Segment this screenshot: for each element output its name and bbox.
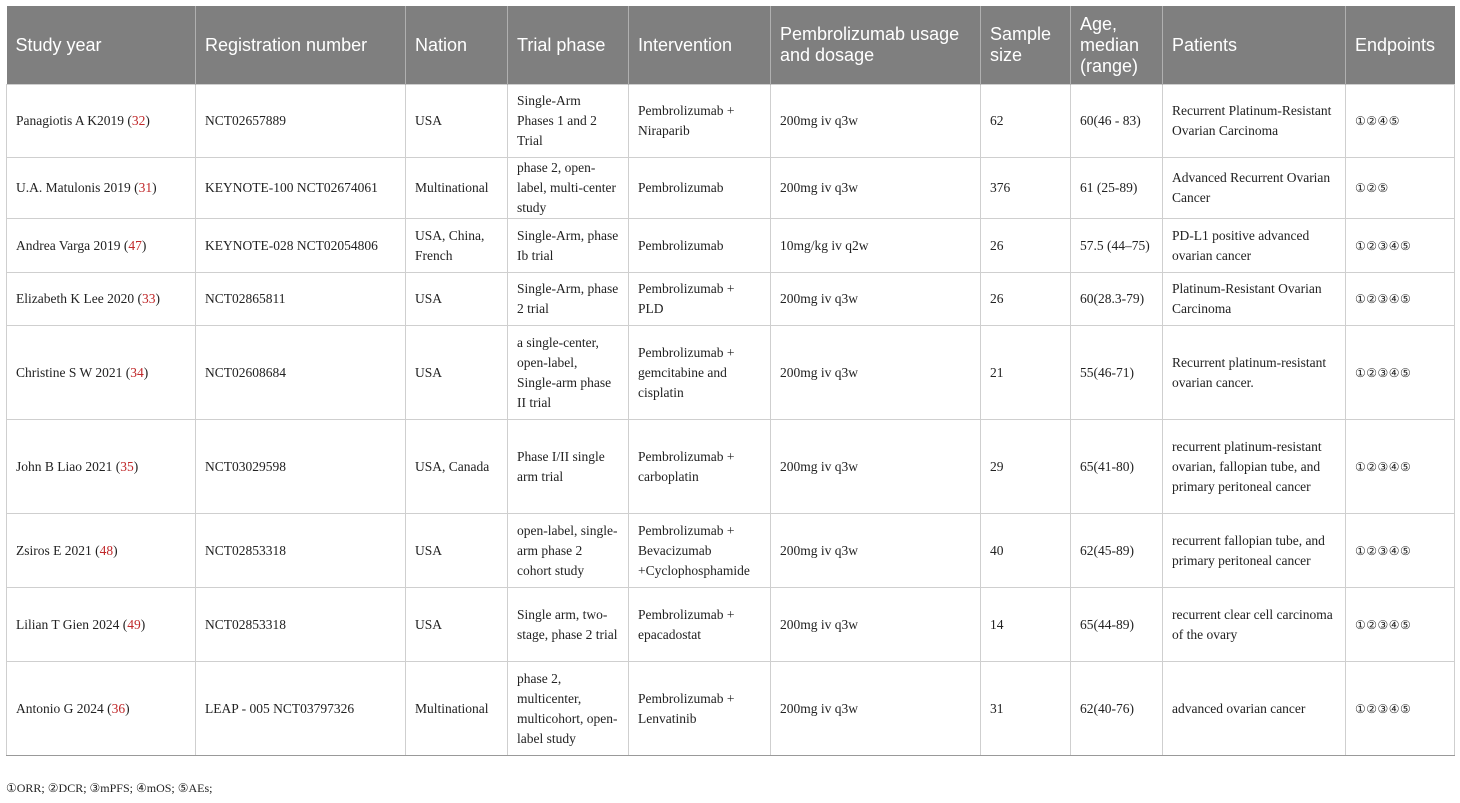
registration-number-cell: NCT02853318 bbox=[196, 514, 406, 588]
dosage-cell: 200mg iv q3w bbox=[771, 514, 981, 588]
table-row bbox=[7, 85, 1455, 158]
study-cell bbox=[7, 219, 196, 273]
reference-link[interactable]: 49 bbox=[127, 616, 141, 632]
nation-cell: USA bbox=[406, 85, 508, 158]
dosage-cell: 200mg iv q3w bbox=[771, 158, 981, 219]
registration-number-cell: KEYNOTE-100 NCT02674061 bbox=[196, 158, 406, 219]
column-header: Sample size bbox=[981, 6, 1071, 85]
study-cell bbox=[7, 85, 196, 158]
study-close-paren: ) bbox=[133, 458, 139, 474]
age-cell: 62(40-76) bbox=[1071, 662, 1163, 756]
patients-cell: recurrent fallopian tube, and primary peritoneal cancer bbox=[1163, 514, 1346, 588]
table-row bbox=[7, 662, 1455, 756]
registration-number-cell: KEYNOTE-028 NCT02054806 bbox=[196, 219, 406, 273]
study-label: Antonio G 2024 ( bbox=[16, 700, 112, 716]
study-label: Elizabeth K Lee 2020 ( bbox=[16, 291, 142, 306]
nation-cell: USA, China, French bbox=[406, 219, 508, 273]
column-header: Patients bbox=[1163, 6, 1346, 85]
column-header: Endpoints bbox=[1346, 6, 1455, 85]
intervention-cell: Pembrolizumab + PLD bbox=[629, 273, 771, 326]
trial-phase-cell: phase 2, multicenter, multicohort, open-label study bbox=[508, 662, 629, 756]
age-cell: 65(41-80) bbox=[1071, 420, 1163, 514]
nation-cell: USA, Canada bbox=[406, 420, 508, 514]
endpoints-cell: ①②⑤ bbox=[1346, 158, 1455, 219]
column-header: Registration number bbox=[196, 6, 406, 85]
intervention-cell: Pembrolizumab + Bevacizumab +Cyclophosphamide bbox=[629, 514, 771, 588]
endpoints-cell: ①②③④⑤ bbox=[1346, 326, 1455, 420]
study-close-paren: ) bbox=[113, 542, 118, 558]
table-row bbox=[7, 273, 1455, 326]
study-close-paren: ) bbox=[125, 700, 130, 716]
column-header: Nation bbox=[406, 6, 508, 85]
sample-size-cell: 26 bbox=[981, 273, 1071, 326]
nation-cell: Multinational bbox=[406, 662, 508, 756]
patients-cell: Recurrent Platinum-Resistant Ovarian Carcinoma bbox=[1163, 85, 1346, 158]
sample-size-cell: 376 bbox=[981, 158, 1071, 219]
trials-table bbox=[6, 6, 1455, 756]
endpoint-footnote: ①ORR; ②DCR; ③mPFS; ④mOS; ⑤AEs; bbox=[6, 781, 213, 795]
age-cell: 62(45-89) bbox=[1071, 514, 1163, 588]
column-header: Pembrolizumab usage and dosage bbox=[771, 6, 981, 85]
endpoints-cell: ①②③④⑤ bbox=[1346, 588, 1455, 662]
study-close-paren: ) bbox=[152, 180, 157, 195]
study-cell bbox=[7, 662, 196, 756]
age-cell: 61 (25-89) bbox=[1071, 158, 1163, 219]
study-label: Lilian T Gien 2024 ( bbox=[16, 616, 128, 632]
study-cell bbox=[7, 588, 196, 662]
age-cell: 60(28.3-79) bbox=[1071, 273, 1163, 326]
endpoints-cell: ①②③④⑤ bbox=[1346, 219, 1455, 273]
reference-link[interactable]: 48 bbox=[99, 542, 114, 558]
dosage-cell: 200mg iv q3w bbox=[771, 420, 981, 514]
study-label: Andrea Varga 2019 ( bbox=[16, 237, 129, 253]
patients-cell: PD-L1 positive advanced ovarian cancer bbox=[1163, 219, 1346, 273]
study-label: John B Liao 2021 ( bbox=[16, 458, 121, 474]
study-label: Panagiotis A K2019 ( bbox=[16, 113, 132, 128]
registration-number-cell: LEAP - 005 NCT03797326 bbox=[196, 662, 406, 756]
intervention-cell: Pembrolizumab + epacadostat bbox=[629, 588, 771, 662]
endpoints-cell: ①②④⑤ bbox=[1346, 85, 1455, 158]
age-cell: 55(46-71) bbox=[1071, 326, 1163, 420]
sample-size-cell: 21 bbox=[981, 326, 1071, 420]
table-row bbox=[7, 514, 1455, 588]
study-label: U.A. Matulonis 2019 ( bbox=[16, 180, 139, 195]
patients-cell: advanced ovarian cancer bbox=[1163, 662, 1346, 756]
trial-phase-cell: phase 2, open-label, multi-center study bbox=[508, 158, 629, 219]
endpoints-cell: ①②③④⑤ bbox=[1346, 273, 1455, 326]
header-row bbox=[7, 6, 1455, 85]
table-row bbox=[7, 420, 1455, 514]
registration-number-cell: NCT02865811 bbox=[196, 273, 406, 326]
age-cell: 60(46 - 83) bbox=[1071, 85, 1163, 158]
intervention-cell: Pembrolizumab + Niraparib bbox=[629, 85, 771, 158]
dosage-cell: 200mg iv q3w bbox=[771, 85, 981, 158]
registration-number-cell: NCT02608684 bbox=[196, 326, 406, 420]
intervention-cell: Pembrolizumab + gemcitabine and cisplatin bbox=[629, 326, 771, 420]
age-cell: 65(44-89) bbox=[1071, 588, 1163, 662]
trial-phase-cell: Single arm, two-stage, phase 2 trial bbox=[508, 588, 629, 662]
endpoints-cell: ①②③④⑤ bbox=[1346, 420, 1455, 514]
patients-cell: Recurrent platinum-resistant ovarian cancer. bbox=[1163, 326, 1346, 420]
dosage-cell: 200mg iv q3w bbox=[771, 588, 981, 662]
table-row bbox=[7, 326, 1455, 420]
sample-size-cell: 31 bbox=[981, 662, 1071, 756]
trial-phase-cell: Phase I/II single arm trial bbox=[508, 420, 629, 514]
dosage-cell: 200mg iv q3w bbox=[771, 662, 981, 756]
nation-cell: USA bbox=[406, 514, 508, 588]
trial-phase-cell: Single-Arm, phase 2 trial bbox=[508, 273, 629, 326]
age-cell: 57.5 (44–75) bbox=[1071, 219, 1163, 273]
reference-link[interactable]: 32 bbox=[131, 113, 146, 128]
intervention-cell: Pembrolizumab + Lenvatinib bbox=[629, 662, 771, 756]
column-header: Intervention bbox=[629, 6, 771, 85]
study-close-paren: ) bbox=[143, 364, 149, 380]
study-cell bbox=[7, 273, 196, 326]
sample-size-cell: 29 bbox=[981, 420, 1071, 514]
nation-cell: USA bbox=[406, 326, 508, 420]
patients-cell: Platinum-Resistant Ovarian Carcinoma bbox=[1163, 273, 1346, 326]
column-header: Trial phase bbox=[508, 6, 629, 85]
dosage-cell: 200mg iv q3w bbox=[771, 326, 981, 420]
registration-number-cell: NCT02853318 bbox=[196, 588, 406, 662]
study-close-paren: ) bbox=[141, 237, 147, 253]
table-row bbox=[7, 158, 1455, 219]
intervention-cell: Pembrolizumab bbox=[629, 219, 771, 273]
column-header: Study year bbox=[7, 6, 196, 85]
study-cell bbox=[7, 514, 196, 588]
sample-size-cell: 26 bbox=[981, 219, 1071, 273]
trial-phase-cell: open-label, single-arm phase 2 cohort study bbox=[508, 514, 629, 588]
reference-link[interactable]: 33 bbox=[141, 291, 156, 306]
table-row bbox=[7, 219, 1455, 273]
study-label: Zsiros E 2021 ( bbox=[16, 542, 100, 558]
study-cell bbox=[7, 420, 196, 514]
study-cell bbox=[7, 326, 196, 420]
reference-link[interactable]: 35 bbox=[120, 458, 134, 474]
table-body bbox=[7, 85, 1455, 756]
patients-cell: Advanced Recurrent Ovarian Cancer bbox=[1163, 158, 1346, 219]
reference-link[interactable]: 36 bbox=[111, 700, 126, 716]
intervention-cell: Pembrolizumab + carboplatin bbox=[629, 420, 771, 514]
dosage-cell: 200mg iv q3w bbox=[771, 273, 981, 326]
trial-phase-cell: a single-center, open-label, Single-arm phase II trial bbox=[508, 326, 629, 420]
study-close-paren: ) bbox=[140, 616, 146, 632]
nation-cell: USA bbox=[406, 588, 508, 662]
table-row bbox=[7, 588, 1455, 662]
registration-number-cell: NCT03029598 bbox=[196, 420, 406, 514]
column-header: Age, median (range) bbox=[1071, 6, 1163, 85]
patients-cell: recurrent platinum-resistant ovarian, fallopian tube, and primary peritoneal cancer bbox=[1163, 420, 1346, 514]
reference-link[interactable]: 31 bbox=[138, 180, 153, 195]
nation-cell: Multinational bbox=[406, 158, 508, 219]
study-close-paren: ) bbox=[155, 291, 160, 306]
table-header bbox=[7, 6, 1455, 85]
trial-phase-cell: Single-Arm Phases 1 and 2 Trial bbox=[508, 85, 629, 158]
study-close-paren: ) bbox=[145, 113, 150, 128]
reference-link[interactable]: 34 bbox=[130, 364, 144, 380]
trial-phase-cell: Single-Arm, phase Ib trial bbox=[508, 219, 629, 273]
nation-cell: USA bbox=[406, 273, 508, 326]
patients-cell: recurrent clear cell carcinoma of the ovary bbox=[1163, 588, 1346, 662]
sample-size-cell: 14 bbox=[981, 588, 1071, 662]
endpoints-cell: ①②③④⑤ bbox=[1346, 662, 1455, 756]
study-cell bbox=[7, 158, 196, 219]
sample-size-cell: 62 bbox=[981, 85, 1071, 158]
sample-size-cell: 40 bbox=[981, 514, 1071, 588]
dosage-cell: 10mg/kg iv q2w bbox=[771, 219, 981, 273]
intervention-cell: Pembrolizumab bbox=[629, 158, 771, 219]
study-label: Christine S W 2021 ( bbox=[16, 364, 131, 380]
endpoints-cell: ①②③④⑤ bbox=[1346, 514, 1455, 588]
reference-link[interactable]: 47 bbox=[128, 237, 142, 253]
registration-number-cell: NCT02657889 bbox=[196, 85, 406, 158]
